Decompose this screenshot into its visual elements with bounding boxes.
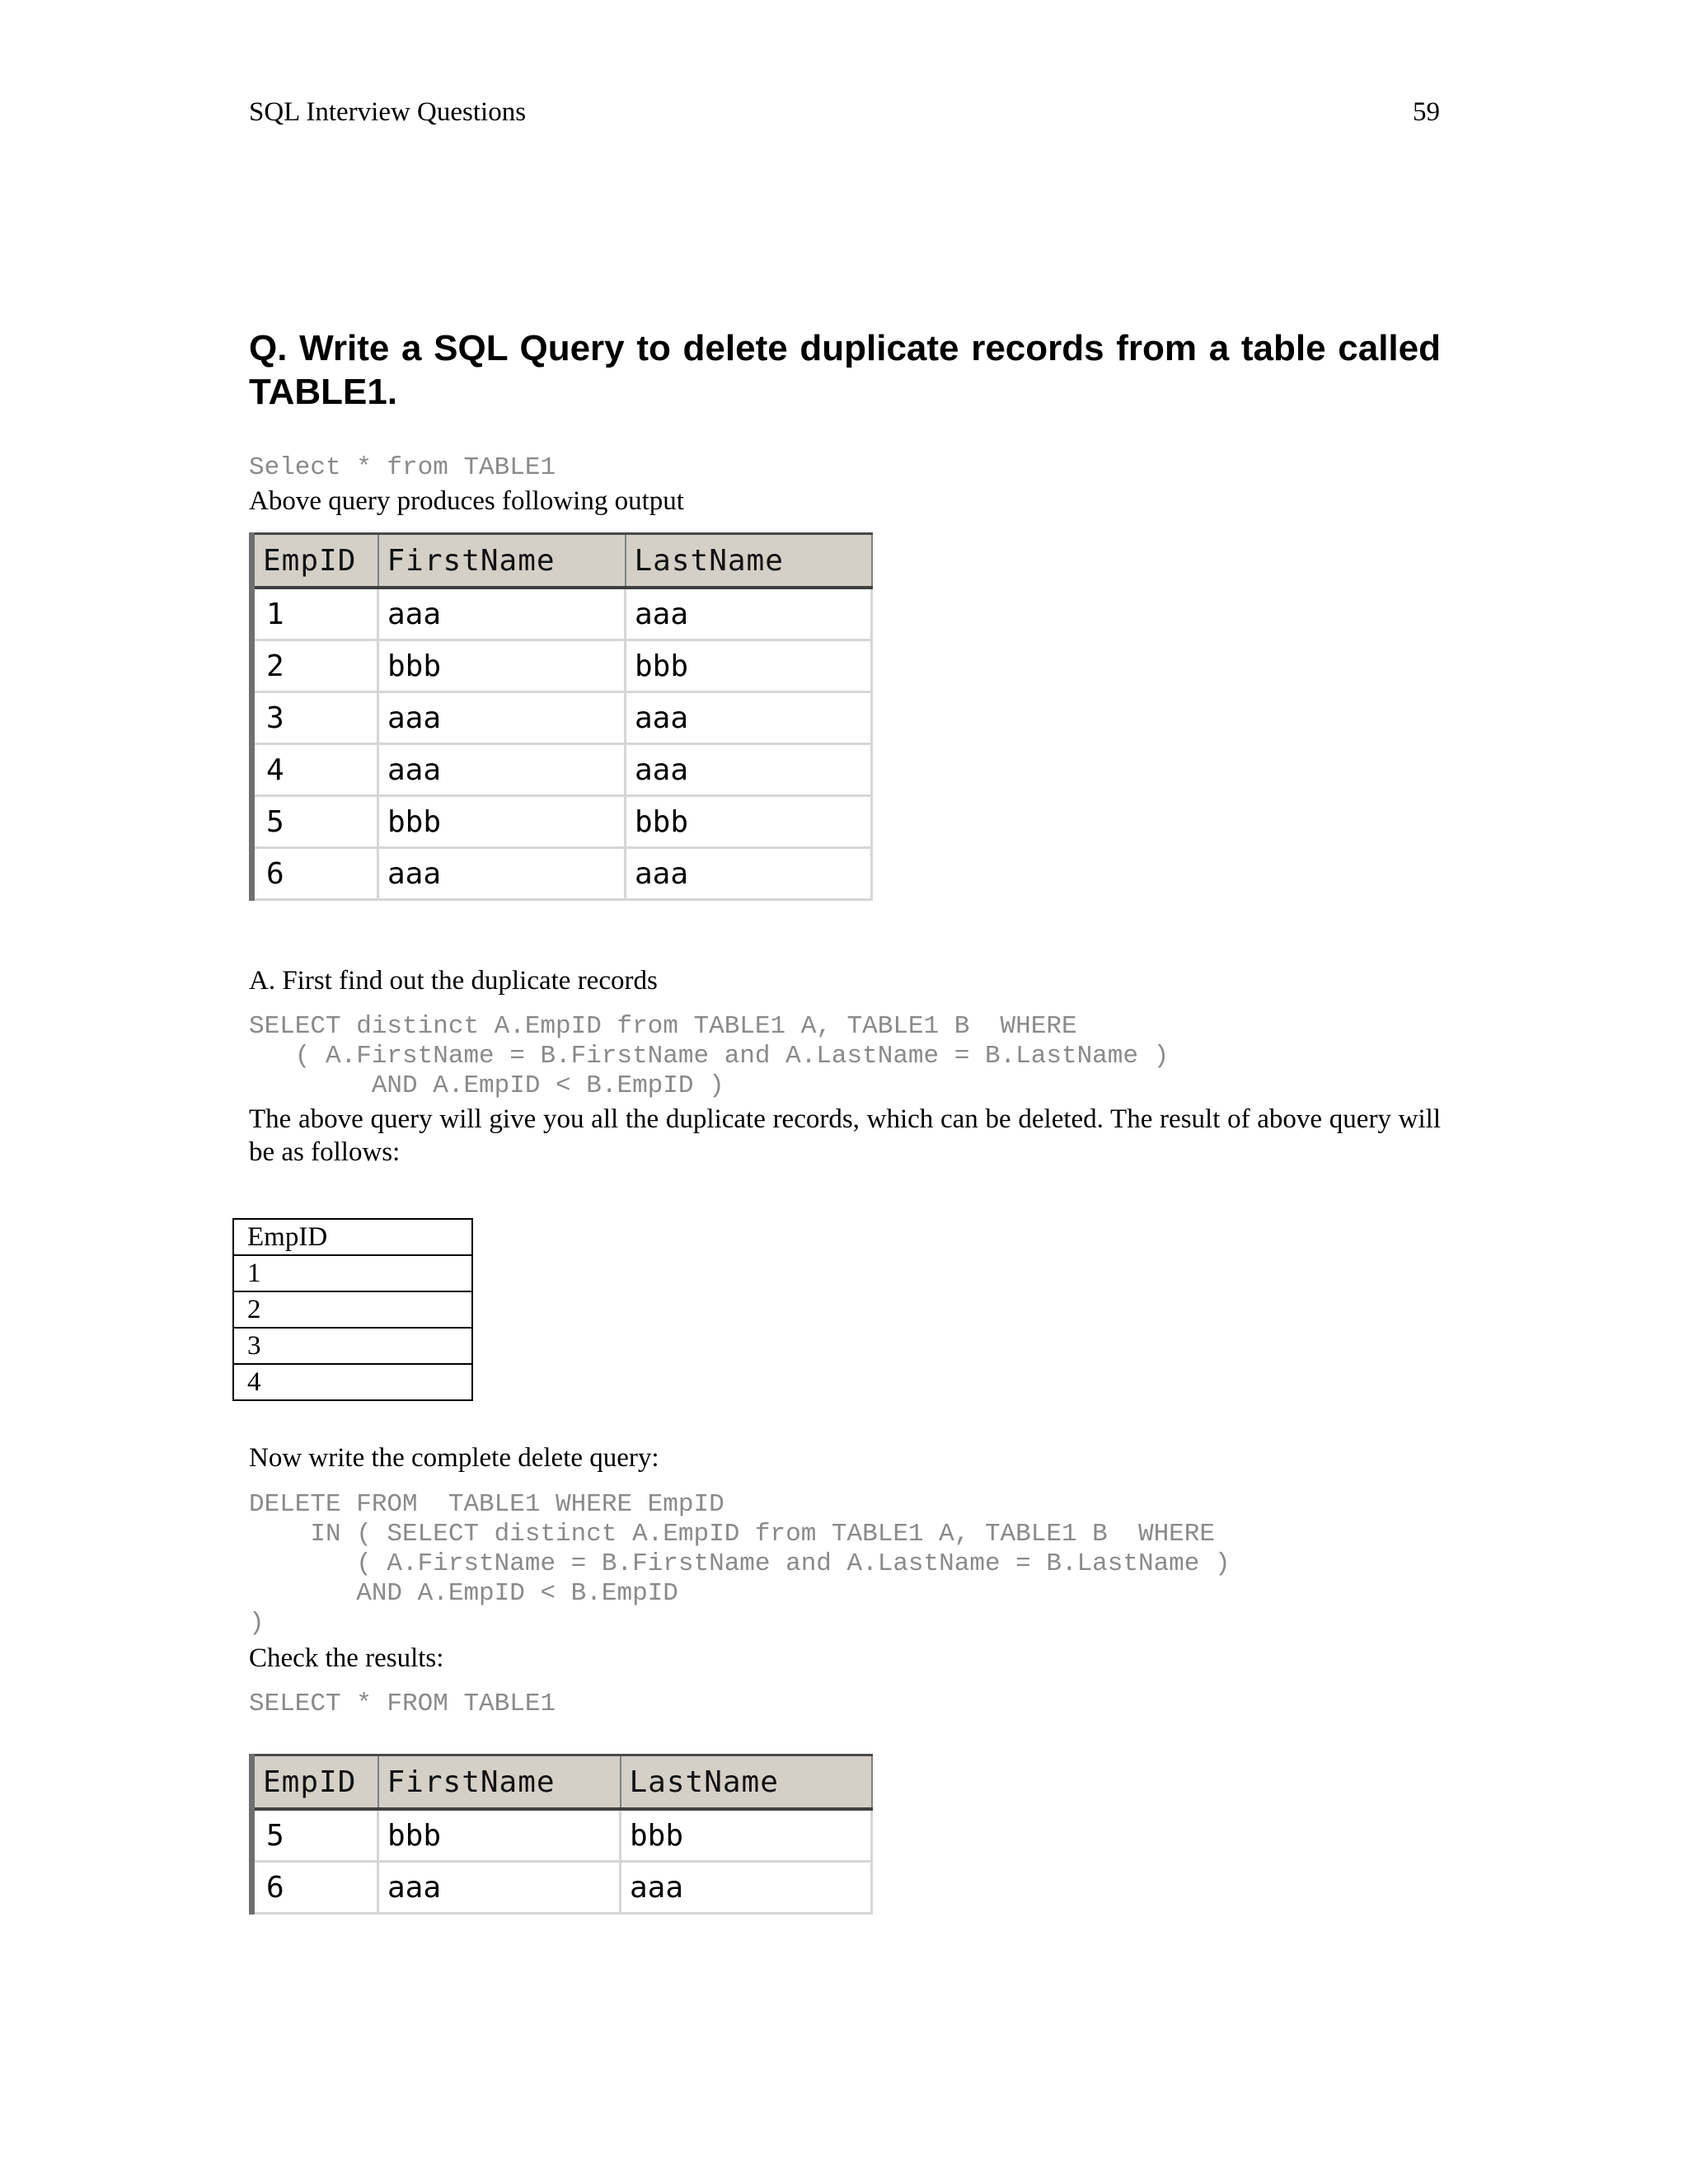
table-row <box>252 744 872 796</box>
page-number: 59 <box>1413 97 1440 127</box>
table-row <box>252 1862 872 1914</box>
duplicates-header-row <box>233 1219 472 1255</box>
column-header-lastname: LastName <box>626 534 872 588</box>
check-query: SELECT * FROM TABLE1 <box>249 1690 556 1718</box>
cell-empid: 3 <box>252 692 378 744</box>
table-row <box>252 1809 872 1862</box>
table1-grid <box>249 532 873 901</box>
answer-intro: A. First find out the duplicate records <box>249 966 658 996</box>
cell-firstname: bbb <box>378 796 626 848</box>
cell-empid: 6 <box>252 1862 378 1914</box>
column-header-empid: EmpID <box>252 534 378 588</box>
cell-firstname: bbb <box>378 1809 621 1862</box>
cell-firstname: aaa <box>378 692 626 744</box>
cell-lastname: aaa <box>626 744 872 796</box>
cell-lastname: aaa <box>621 1862 872 1914</box>
cell-lastname: bbb <box>626 640 872 692</box>
table-row <box>252 692 872 744</box>
table-row <box>252 848 872 900</box>
explanation-text: The above query will give you all the duplicate records, which can be deleted. The result of above query will be as follows: <box>249 1104 1441 1167</box>
column-header-empid: EmpID <box>252 1755 378 1810</box>
table-row <box>233 1255 472 1291</box>
cell-lastname: aaa <box>626 692 872 744</box>
select-query: Select * from TABLE1 <box>249 453 556 482</box>
table-row <box>252 588 872 640</box>
cell-empid: 4 <box>233 1364 472 1400</box>
check-text: Check the results: <box>249 1643 444 1673</box>
cell-lastname: aaa <box>626 588 872 640</box>
cell-firstname: bbb <box>378 640 626 692</box>
find-duplicates-query: SELECT distinct A.EmpID from TABLE1 A, TABLE1 B WHERE ( A.FirstName = B.FirstName and A.LastName = B.LastName ) AND A.EmpID < B.EmpID ) <box>249 1012 1170 1100</box>
cell-lastname: bbb <box>621 1809 872 1862</box>
cell-empid: 5 <box>252 1809 378 1862</box>
table-row <box>233 1328 472 1364</box>
cell-firstname: aaa <box>378 848 626 900</box>
cell-empid: 2 <box>233 1291 472 1328</box>
column-header-empid: EmpID <box>233 1219 472 1255</box>
cell-firstname: aaa <box>378 1862 621 1914</box>
delete-intro: Now write the complete delete query: <box>249 1443 659 1473</box>
cell-empid: 1 <box>233 1255 472 1291</box>
table1-header-row <box>252 534 872 588</box>
result-grid <box>249 1754 873 1915</box>
running-title: SQL Interview Questions <box>249 97 527 127</box>
cell-empid: 6 <box>252 848 378 900</box>
delete-query: DELETE FROM TABLE1 WHERE EmpID IN ( SELECT distinct A.EmpID from TABLE1 A, TABLE1 B WHERE ( A.FirstName = B.FirstName and A.LastName = B.LastName ) AND A.EmpID < B.EmpID ) <box>249 1490 1231 1638</box>
cell-lastname: bbb <box>626 796 872 848</box>
result-header-row <box>252 1755 872 1810</box>
cell-empid: 5 <box>252 796 378 848</box>
table-row <box>252 796 872 848</box>
question-heading: Q. Write a SQL Query to delete duplicate records from a table called TABLE1. <box>249 328 1441 412</box>
cell-empid: 4 <box>252 744 378 796</box>
cell-empid: 3 <box>233 1328 472 1364</box>
cell-lastname: aaa <box>626 848 872 900</box>
table-row <box>233 1291 472 1328</box>
column-header-lastname: LastName <box>621 1755 872 1810</box>
column-header-firstname: FirstName <box>378 1755 621 1810</box>
column-header-firstname: FirstName <box>378 534 626 588</box>
duplicates-table <box>232 1218 473 1401</box>
cell-empid: 2 <box>252 640 378 692</box>
cell-firstname: aaa <box>378 744 626 796</box>
intro-text: Above query produces following output <box>249 486 684 516</box>
table-row <box>233 1364 472 1400</box>
cell-firstname: aaa <box>378 588 626 640</box>
cell-empid: 1 <box>252 588 378 640</box>
table-row <box>252 640 872 692</box>
